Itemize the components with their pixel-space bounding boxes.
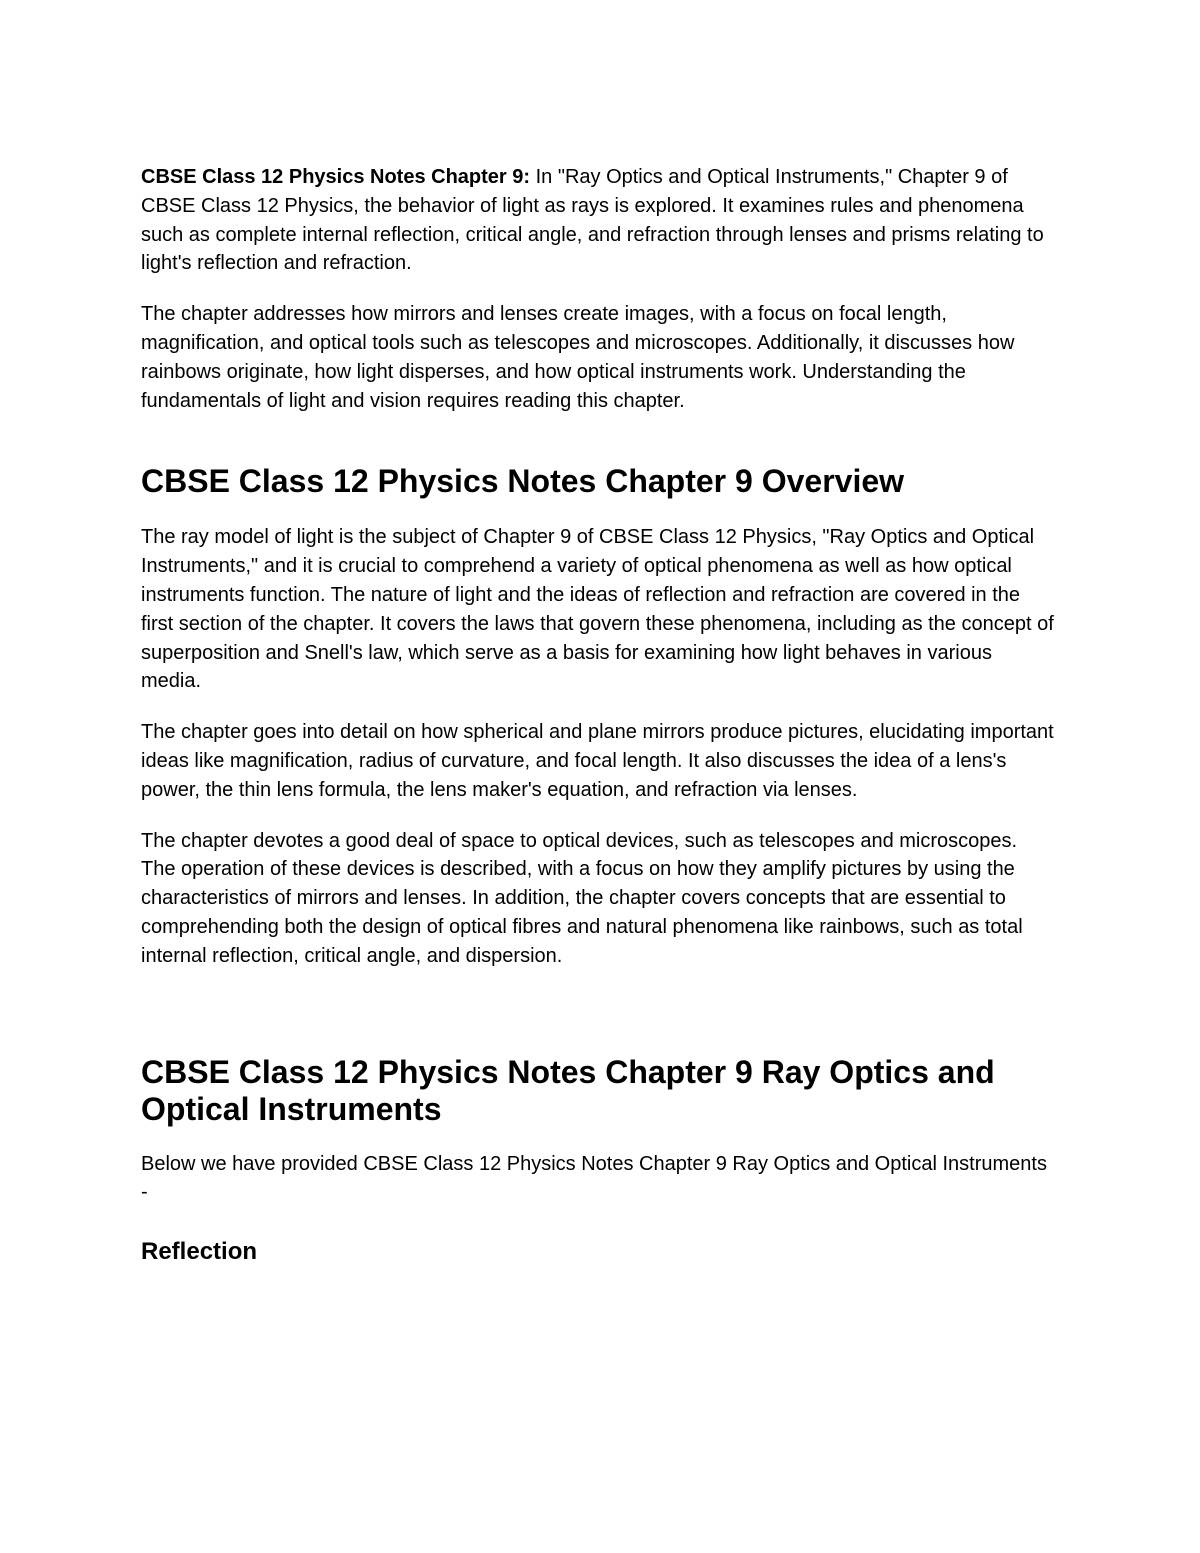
overview-paragraph-3: The chapter devotes a good deal of space to optical devices, such as telescopes and microscopes. The operation of these devices is described, with a focus on how they amplify pictures by using the characteristics of mirrors and lenses. In addition, the chapter covers concepts that are essential to comprehending both the design of optical fibres and natural phenomena like rainbows, such as total internal reflection, critical angle, and dispersion. [141,829,1023,967]
intro-lead-text: In "Ray Optics and Optical Instruments," Chapter 9 of CBSE Class 12 Physics, the behavior of light as rays is explored. It examines rules and phenomena such as complete internal reflection, critical angle, and refraction through lenses and prisms relating to light's reflection and refraction. [141,166,1044,275]
overview-heading: CBSE Class 12 Physics Notes Chapter 9 Overview [141,463,905,500]
intro-paragraph [141,163,1056,278]
reflection-subheading: Reflection [141,1238,258,1266]
overview-paragraph-1: The ray model of light is the subject of Chapter 9 of CBSE Class 12 Physics, "Ray Optics and Optical Instruments," and it is crucial to comprehend a variety of optical phenomena as well as how optical instruments function. The nature of light and the ideas of reflection and refraction are covered in the first section of the chapter. It covers the laws that govern these phenomena, including as the concept of superposition and Snell's law, which serve as a basis for examining how light behaves in various media. [141,526,1054,693]
ray-optics-intro: Below we have provided CBSE Class 12 Physics Notes Chapter 9 Ray Optics and Optical Instruments - [141,1152,1047,1204]
intro-lead-bold: CBSE Class 12 Physics Notes Chapter 9: [141,166,531,188]
overview-paragraph-2: The chapter goes into detail on how spherical and plane mirrors produce pictures, elucidating important ideas like magnification, radius of curvature, and focal length. It also discusses the idea of a lens's power, the thin lens formula, the lens maker's equation, and refraction via lenses. [141,721,1054,801]
document-page [141,163,1056,1267]
ray-optics-heading: CBSE Class 12 Physics Notes Chapter 9 Ray Optics and Optical Instruments [141,1053,995,1127]
intro-paragraph-2: The chapter addresses how mirrors and lenses create images, with a focus on focal length, magnification, and optical tools such as telescopes and microscopes. Additionally, it discusses how rainbows originate, how light disperses, and how optical instruments work. Understanding the fundamentals of light and vision requires reading this chapter. [141,303,1015,412]
